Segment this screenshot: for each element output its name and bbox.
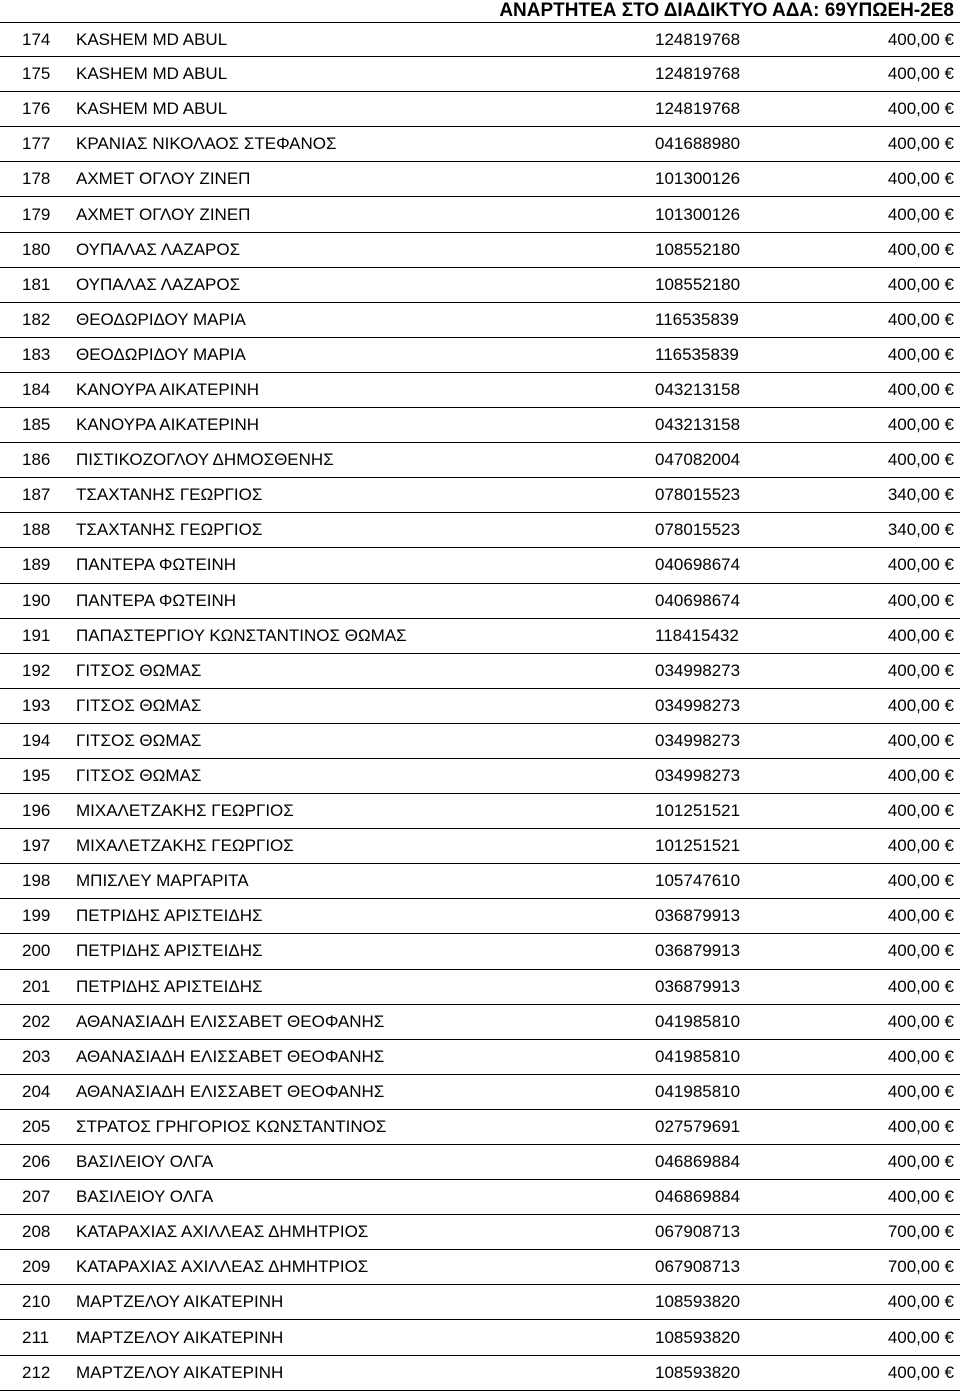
beneficiary-name: ΘΕΟΔΩΡΙΔΟΥ ΜΑΡΙΑ (76, 344, 246, 364)
row-number: 178 (22, 169, 51, 189)
beneficiary-name: ΓΙΤΣΟΣ ΘΩΜΑΣ (76, 766, 202, 786)
row-number: 182 (22, 309, 51, 329)
table-row (0, 57, 960, 92)
amount: 400,00 € (887, 906, 954, 926)
tax-id: 116535839 (655, 344, 739, 364)
table-row (0, 794, 960, 829)
amount: 400,00 € (887, 415, 954, 435)
row-number: 200 (22, 941, 51, 961)
row-number: 208 (22, 1222, 51, 1242)
tax-id: 043213158 (655, 415, 741, 435)
beneficiary-name: ΚΡΑΝΙΑΣ ΝΙΚΟΛΑΟΣ ΣΤΕΦΑΝΟΣ (76, 134, 337, 154)
beneficiary-name: ΘΕΟΔΩΡΙΔΟΥ ΜΑΡΙΑ (76, 309, 246, 329)
tax-id: 040698674 (655, 555, 741, 575)
table-row (0, 303, 960, 338)
table-row (0, 268, 960, 303)
tax-id: 041688980 (655, 134, 741, 154)
tax-id: 108593820 (655, 1327, 741, 1347)
tax-id: 078015523 (655, 485, 741, 505)
beneficiary-name: KASHEM MD ABUL (76, 64, 228, 84)
table-row (0, 689, 960, 724)
row-number: 197 (22, 836, 51, 856)
amount: 700,00 € (887, 1257, 954, 1277)
tax-id: 101251521 (655, 801, 741, 821)
table-row (0, 1110, 960, 1145)
beneficiary-name: ΜΙΧΑΛΕΤΖΑΚΗΣ ΓΕΩΡΓΙΟΣ (76, 801, 294, 821)
amount: 340,00 € (887, 520, 954, 540)
amount: 400,00 € (887, 1327, 954, 1347)
table-row (0, 1285, 960, 1320)
document-header (0, 0, 960, 22)
tax-id: 108552180 (655, 274, 741, 294)
tax-id: 034998273 (655, 660, 741, 680)
amount: 400,00 € (887, 766, 954, 786)
row-number: 191 (22, 625, 51, 645)
amount: 400,00 € (887, 801, 954, 821)
tax-id: 124819768 (655, 64, 741, 84)
table-row (0, 1145, 960, 1180)
amount: 400,00 € (887, 1152, 954, 1172)
tax-id: 101251521 (655, 836, 741, 856)
amount: 400,00 € (887, 625, 954, 645)
row-number: 189 (22, 555, 51, 575)
beneficiary-name: ΠΑΝΤΕΡΑ ΦΩΤΕΙΝΗ (76, 555, 237, 575)
tax-id: 101300126 (655, 204, 741, 224)
row-number: 205 (22, 1116, 51, 1136)
amount: 400,00 € (887, 836, 954, 856)
beneficiary-name: KASHEM MD ABUL (76, 99, 228, 119)
beneficiary-name: ΠΑΠΑΣΤΕΡΓΙΟΥ ΚΩΝΣΤΑΝΤΙΝΟΣ ΘΩΜΑΣ (76, 625, 407, 645)
tax-id: 124819768 (655, 29, 741, 49)
table-row (0, 127, 960, 162)
tax-id: 108552180 (655, 239, 741, 259)
table-row (0, 478, 960, 513)
amount: 400,00 € (887, 99, 954, 119)
amount: 400,00 € (887, 1116, 954, 1136)
beneficiary-name: ΑΘΑΝΑΣΙΑΔΗ ΕΛΙΣΣΑΒΕΤ ΘΕΟΦΑΝΗΣ (76, 1046, 385, 1066)
beneficiary-name: ΚΑΤΑΡΑΧΙΑΣ ΑΧΙΛΛΕΑΣ ΔΗΜΗΤΡΙΟΣ (76, 1222, 369, 1242)
tax-id: 108593820 (655, 1362, 741, 1382)
amount: 400,00 € (887, 976, 954, 996)
beneficiary-name: ΠΕΤΡΙΔΗΣ ΑΡΙΣΤΕΙΔΗΣ (76, 941, 263, 961)
beneficiary-name: ΤΣΑΧΤΑΝΗΣ ΓΕΩΡΓΙΟΣ (76, 520, 263, 540)
row-number: 196 (22, 801, 51, 821)
beneficiary-name: ΠΕΤΡΙΔΗΣ ΑΡΙΣΤΕΙΔΗΣ (76, 976, 263, 996)
table-row (0, 373, 960, 408)
tax-id: 034998273 (655, 695, 741, 715)
row-number: 201 (22, 976, 51, 996)
tax-id: 067908713 (655, 1257, 741, 1277)
table-row (0, 724, 960, 759)
row-number: 188 (22, 520, 51, 540)
amount: 400,00 € (887, 134, 954, 154)
table-row (0, 899, 960, 934)
table-row (0, 654, 960, 689)
row-number: 176 (22, 99, 51, 119)
amount: 400,00 € (887, 1011, 954, 1031)
table-row (0, 162, 960, 197)
beneficiary-name: KASHEM MD ABUL (76, 29, 228, 49)
tax-id: 041985810 (655, 1011, 741, 1031)
beneficiaries-table (0, 22, 960, 1391)
row-number: 194 (22, 730, 51, 750)
beneficiary-name: ΚΑΤΑΡΑΧΙΑΣ ΑΧΙΛΛΕΑΣ ΔΗΜΗΤΡΙΟΣ (76, 1257, 369, 1277)
row-number: 185 (22, 415, 51, 435)
row-number: 198 (22, 871, 51, 891)
amount: 400,00 € (887, 169, 954, 189)
amount: 400,00 € (887, 871, 954, 891)
beneficiary-name: ΓΙΤΣΟΣ ΘΩΜΑΣ (76, 660, 202, 680)
table-row (0, 864, 960, 899)
amount: 400,00 € (887, 309, 954, 329)
tax-id: 046869884 (655, 1187, 741, 1207)
tax-id: 047082004 (655, 450, 741, 470)
table-row (0, 92, 960, 127)
amount: 400,00 € (887, 379, 954, 399)
row-number: 186 (22, 450, 51, 470)
row-number: 195 (22, 766, 51, 786)
beneficiary-name: ΟΥΠΑΛΑΣ ΛΑΖΑΡΟΣ (76, 239, 241, 259)
row-number: 204 (22, 1081, 51, 1101)
beneficiary-name: ΠΑΝΤΕΡΑ ΦΩΤΕΙΝΗ (76, 590, 237, 610)
beneficiary-name: ΜΠΙΣΛΕΥ ΜΑΡΓΑΡΙΤΑ (76, 871, 249, 891)
tax-id: 034998273 (655, 730, 741, 750)
row-number: 190 (22, 590, 51, 610)
amount: 400,00 € (887, 204, 954, 224)
beneficiary-name: ΚΑΝΟΥΡΑ ΑΙΚΑΤΕΡΙΝΗ (76, 379, 260, 399)
table-row (0, 197, 960, 232)
table-row (0, 22, 960, 57)
beneficiary-name: ΓΙΤΣΟΣ ΘΩΜΑΣ (76, 695, 202, 715)
beneficiary-name: ΓΙΤΣΟΣ ΘΩΜΑΣ (76, 730, 202, 750)
beneficiary-name: ΠΕΤΡΙΔΗΣ ΑΡΙΣΤΕΙΔΗΣ (76, 906, 263, 926)
row-number: 210 (22, 1292, 51, 1312)
amount: 400,00 € (887, 1292, 954, 1312)
amount: 400,00 € (887, 274, 954, 294)
tax-id: 116535839 (655, 309, 739, 329)
row-number: 212 (22, 1362, 51, 1382)
table-row (0, 970, 960, 1005)
table-row (0, 934, 960, 969)
header-title: ΑΝΑΡΤΗΤΕΑ ΣΤΟ ΔΙΑΔΙΚΤΥΟ ΑΔΑ: 69ΥΠΩΕΗ-2Ε8 (499, 0, 954, 21)
amount: 400,00 € (887, 1362, 954, 1382)
table-row (0, 548, 960, 583)
table-row (0, 1250, 960, 1285)
row-number: 209 (22, 1257, 51, 1277)
row-number: 199 (22, 906, 51, 926)
amount: 400,00 € (887, 1046, 954, 1066)
table-row (0, 584, 960, 619)
tax-id: 105747610 (655, 871, 741, 891)
row-number: 207 (22, 1187, 51, 1207)
beneficiary-name: ΠΙΣΤΙΚΟΖΟΓΛΟΥ ΔΗΜΟΣΘΕΝΗΣ (76, 450, 334, 470)
tax-id: 036879913 (655, 941, 741, 961)
table-row (0, 829, 960, 864)
beneficiary-name: ΤΣΑΧΤΑΝΗΣ ΓΕΩΡΓΙΟΣ (76, 485, 263, 505)
tax-id: 036879913 (655, 906, 741, 926)
row-number: 206 (22, 1152, 51, 1172)
tax-id: 043213158 (655, 379, 741, 399)
amount: 400,00 € (887, 660, 954, 680)
amount: 400,00 € (887, 695, 954, 715)
tax-id: 040698674 (655, 590, 741, 610)
amount: 340,00 € (887, 485, 954, 505)
amount: 400,00 € (887, 344, 954, 364)
amount: 700,00 € (887, 1222, 954, 1242)
beneficiary-name: ΒΑΣΙΛΕΙΟΥ ΟΛΓΑ (76, 1187, 214, 1207)
beneficiary-name: ΜΑΡΤΖΕΛΟΥ ΑΙΚΑΤΕΡΙΝΗ (76, 1292, 284, 1312)
table-row (0, 1040, 960, 1075)
tax-id: 108593820 (655, 1292, 741, 1312)
tax-id: 101300126 (655, 169, 741, 189)
amount: 400,00 € (887, 590, 954, 610)
beneficiary-name: ΜΙΧΑΛΕΤΖΑΚΗΣ ΓΕΩΡΓΙΟΣ (76, 836, 294, 856)
tax-id: 118415432 (655, 625, 739, 645)
table-row (0, 619, 960, 654)
amount: 400,00 € (887, 730, 954, 750)
beneficiary-name: ΣΤΡΑΤΟΣ ΓΡΗΓΟΡΙΟΣ ΚΩΝΣΤΑΝΤΙΝΟΣ (76, 1116, 387, 1136)
row-number: 203 (22, 1046, 51, 1066)
beneficiary-name: ΟΥΠΑΛΑΣ ΛΑΖΑΡΟΣ (76, 274, 241, 294)
amount: 400,00 € (887, 1081, 954, 1101)
tax-id: 041985810 (655, 1046, 741, 1066)
tax-id: 046869884 (655, 1152, 741, 1172)
amount: 400,00 € (887, 239, 954, 259)
beneficiary-name: ΑΧΜΕΤ ΟΓΛΟΥ ΖΙΝΕΠ (76, 204, 251, 224)
table-row (0, 513, 960, 548)
row-number: 179 (22, 204, 51, 224)
row-number: 202 (22, 1011, 51, 1031)
row-number: 174 (22, 29, 51, 49)
beneficiary-name: ΑΘΑΝΑΣΙΑΔΗ ΕΛΙΣΣΑΒΕΤ ΘΕΟΦΑΝΗΣ (76, 1011, 385, 1031)
tax-id: 124819768 (655, 99, 741, 119)
table-row (0, 1075, 960, 1110)
row-number: 183 (22, 344, 51, 364)
table-row (0, 1180, 960, 1215)
amount: 400,00 € (887, 555, 954, 575)
amount: 400,00 € (887, 1187, 954, 1207)
table-row (0, 1215, 960, 1250)
beneficiary-name: ΜΑΡΤΖΕΛΟΥ ΑΙΚΑΤΕΡΙΝΗ (76, 1362, 284, 1382)
table-row (0, 1005, 960, 1040)
tax-id: 041985810 (655, 1081, 741, 1101)
amount: 400,00 € (887, 29, 954, 49)
tax-id: 027579691 (655, 1116, 741, 1136)
table-row (0, 338, 960, 373)
row-number: 187 (22, 485, 51, 505)
tax-id: 067908713 (655, 1222, 741, 1242)
tax-id: 036879913 (655, 976, 741, 996)
row-number: 180 (22, 239, 51, 259)
row-number: 181 (22, 274, 51, 294)
row-number: 192 (22, 660, 51, 680)
amount: 400,00 € (887, 64, 954, 84)
row-number: 177 (22, 134, 51, 154)
table-row (0, 759, 960, 794)
row-number: 175 (22, 64, 51, 84)
tax-id: 034998273 (655, 766, 741, 786)
tax-id: 078015523 (655, 520, 741, 540)
table-row (0, 443, 960, 478)
amount: 400,00 € (887, 450, 954, 470)
row-number: 193 (22, 695, 51, 715)
amount: 400,00 € (887, 941, 954, 961)
beneficiary-name: ΑΘΑΝΑΣΙΑΔΗ ΕΛΙΣΣΑΒΕΤ ΘΕΟΦΑΝΗΣ (76, 1081, 385, 1101)
table-row (0, 408, 960, 443)
table-row (0, 233, 960, 268)
beneficiary-name: ΜΑΡΤΖΕΛΟΥ ΑΙΚΑΤΕΡΙΝΗ (76, 1327, 284, 1347)
beneficiary-name: ΑΧΜΕΤ ΟΓΛΟΥ ΖΙΝΕΠ (76, 169, 251, 189)
table-row (0, 1356, 960, 1391)
beneficiary-name: ΚΑΝΟΥΡΑ ΑΙΚΑΤΕΡΙΝΗ (76, 415, 260, 435)
table-row (0, 1320, 960, 1355)
row-number: 211 (22, 1327, 50, 1347)
row-number: 184 (22, 379, 51, 399)
beneficiary-name: ΒΑΣΙΛΕΙΟΥ ΟΛΓΑ (76, 1152, 214, 1172)
